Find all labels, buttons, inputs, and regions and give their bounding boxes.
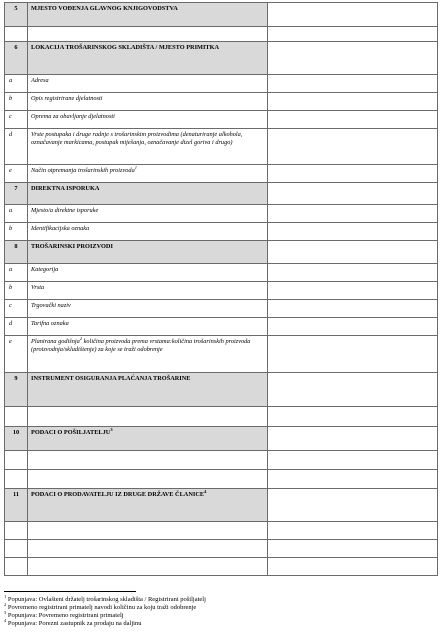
row-number: 8 [5,241,28,264]
field-row [5,111,438,129]
value-cell[interactable] [268,427,438,451]
footnote [4,593,438,604]
blank-label-cell [28,540,268,558]
field-label-text: količina proizvoda prema vrstama:količina trošarinskih proizvoda (proizvodnja/skladištenje) za koje se traži odobrenje [31,338,251,354]
footnote-ref: 1 [134,164,137,170]
value-cell[interactable] [268,223,438,241]
field-row [5,300,438,318]
value-cell[interactable] [268,451,438,470]
row-letter: a [5,264,28,282]
value-cell[interactable] [268,264,438,282]
value-cell[interactable] [268,42,438,75]
footnote [4,620,438,628]
section-row [5,241,438,264]
footnote-text: Popunjava: Porezni zastupnik za prodaju na daljinu [7,620,142,628]
footnotes [4,593,438,628]
blank-row [5,470,438,489]
section-row [5,427,438,451]
blank-label-cell [28,451,268,470]
row-number [5,470,28,489]
value-cell[interactable] [268,470,438,489]
section-row [5,373,438,407]
blank-row [5,522,438,540]
field-row [5,165,438,183]
row-letter: b [5,282,28,300]
row-number [5,27,28,42]
value-cell[interactable] [268,336,438,373]
footnote-mark: 2 [4,601,7,607]
field-row [5,264,438,282]
blank-row [5,407,438,427]
field-row [5,129,438,165]
row-number: 5 [5,3,28,27]
value-cell[interactable] [268,540,438,558]
field-label: Mjesto/a direktne isporuke [28,205,268,223]
footnote-separator [4,591,136,592]
field-row [5,223,438,241]
value-cell[interactable] [268,75,438,93]
footnote-text: Popunjava: Povremeno registrirani primatelj [7,612,124,620]
value-cell[interactable] [268,205,438,223]
field-label: Identifikacijska oznaka [28,223,268,241]
footnote-ref: 4 [204,488,207,494]
value-cell[interactable] [268,183,438,205]
value-cell[interactable] [268,489,438,522]
footnote-text: Popunjava: Ovlašteni držatelj trošarinskog skladišta / Registrirani pošiljatelj [7,596,206,603]
row-number [5,558,28,576]
row-number: 11 [5,489,28,522]
row-letter: b [5,93,28,111]
value-cell[interactable] [268,165,438,183]
row-number [5,522,28,540]
value-cell[interactable] [268,111,438,129]
field-label [28,165,268,183]
field-label: Tarifna oznaka [28,318,268,336]
footnote-ref: 2 [79,335,83,341]
row-letter: d [5,318,28,336]
field-label-text: Način otpremanja trošarinskih proizvoda [31,167,135,174]
value-cell[interactable] [268,318,438,336]
value-cell[interactable] [268,3,438,27]
value-cell[interactable] [268,129,438,165]
value-cell[interactable] [268,27,438,42]
value-cell[interactable] [268,522,438,540]
row-number: 9 [5,373,28,407]
section-title [28,489,268,522]
row-letter: a [5,75,28,93]
section-row [5,489,438,522]
row-letter: e [5,336,28,373]
section-title: LOKACIJA TROŠARINSKOG SKLADIŠTA / MJESTO PRIMITKA [28,42,268,75]
blank-label-cell [28,470,268,489]
footnote-mark: 4 [4,618,7,624]
row-letter: a [5,205,28,223]
row-number: 10 [5,427,28,451]
row-letter: b [5,223,28,241]
row-number: 6 [5,42,28,75]
section-row [5,183,438,205]
field-label: Opis registrirane djelatnosti [28,93,268,111]
value-cell[interactable] [268,93,438,111]
blank-label-cell [28,27,268,42]
field-row [5,336,438,373]
registration-form-table [4,2,438,576]
field-label: Kategorija [28,264,268,282]
blank-row [5,451,438,470]
value-cell[interactable] [268,300,438,318]
section-row [5,42,438,75]
blank-row [5,558,438,576]
row-letter: c [5,111,28,129]
value-cell[interactable] [268,241,438,264]
field-row [5,282,438,300]
value-cell[interactable] [268,373,438,407]
row-number [5,540,28,558]
footnote-text: Povremeno registrirani primatelj navodi količinu za koju traži odobrenje [7,604,197,612]
field-row [5,205,438,223]
blank-row [5,540,438,558]
field-row [5,318,438,336]
section-title [28,427,268,451]
field-label-text: Planirana godišnja [31,338,80,345]
row-letter: e [5,165,28,183]
field-label: Trgovački naziv [28,300,268,318]
blank-label-cell [28,522,268,540]
section-title-text: PODACI O PRODAVATELJU IZ DRUGE DRŽAVE ČLANICE [31,491,205,498]
row-letter: d [5,129,28,165]
blank-row [5,27,438,42]
row-number [5,407,28,427]
row-number [5,451,28,470]
field-label: Vrste postupaka i druge radnje s trošarinskim proizvodima (denaturiranje alkohola, označavanje markicama, postupak miješanja, označavanje dizel goriva i drugo) [28,129,268,165]
field-row [5,75,438,93]
row-number: 7 [5,183,28,205]
field-label [28,336,268,373]
value-cell[interactable] [268,282,438,300]
value-cell[interactable] [268,558,438,576]
field-label: Oprema za obavljanje djelatnosti [28,111,268,129]
field-row [5,93,438,111]
field-label: Adresa [28,75,268,93]
section-title: MJESTO VOĐENJA GLAVNOG KNJIGOVODSTVA [28,3,268,27]
blank-label-cell [28,407,268,427]
section-title: INSTRUMENT OSIGURANJA PLAĆANJA TROŠARINE [28,373,268,407]
footnote [4,601,438,612]
footnote-mark: 1 [4,593,7,599]
footnote-ref: 3 [110,426,113,432]
field-label: Vrsta [28,282,268,300]
row-letter: c [5,300,28,318]
value-cell[interactable] [268,407,438,427]
footnote-mark: 3 [4,610,7,616]
section-title: TROŠARINSKI PROIZVODI [28,241,268,264]
section-title: DIREKTNA ISPORUKA [28,183,268,205]
section-title-text: PODACI O POŠILJATELJU [31,429,111,436]
blank-label-cell [28,558,268,576]
section-row [5,3,438,27]
